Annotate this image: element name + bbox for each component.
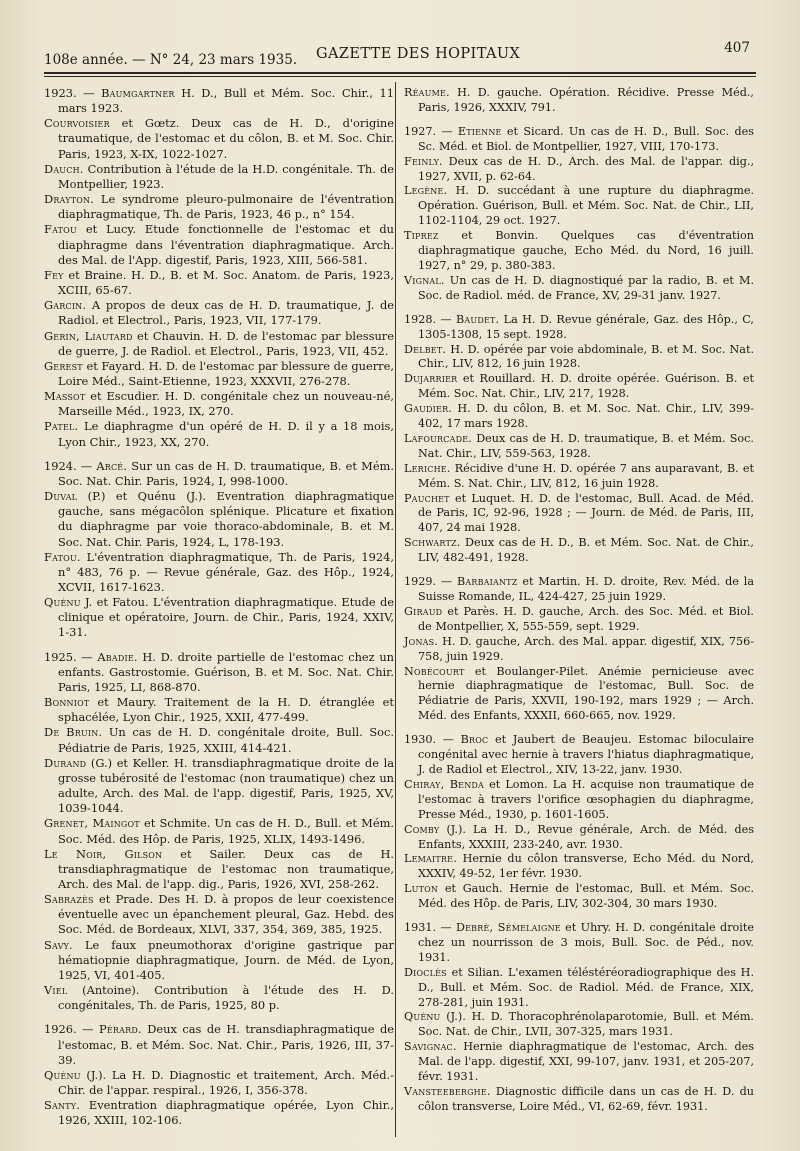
entry-text: Diagnostic difficile dans un cas de H. D. du côlon transverse, Loire Méd., VI, 62-69, févr. 1931. bbox=[418, 1085, 754, 1113]
bibliography-entry bbox=[404, 605, 754, 635]
entry-author: Vignal. bbox=[404, 273, 445, 287]
entry-year: 1931. bbox=[404, 921, 437, 935]
entry-text: Un cas de H. D. diagnostiqué par la radio, B. et M. Soc. de Radiol. méd. de France, XV, 29-31 janv. 1927. bbox=[418, 273, 754, 302]
entry-author: Patel. bbox=[44, 419, 79, 434]
entry-author: Massot bbox=[44, 389, 86, 404]
bibliography-entry bbox=[44, 1098, 394, 1128]
bibliography-entry bbox=[44, 359, 394, 389]
bibliography-entry bbox=[44, 983, 394, 1013]
bibliography-entry bbox=[44, 116, 394, 161]
bibliography-entry bbox=[44, 298, 394, 328]
entry-author: Delbet. bbox=[404, 342, 447, 356]
entry-author: Fatou. bbox=[44, 549, 81, 564]
entry-author: Vansteeberghe. bbox=[404, 1085, 491, 1098]
entry-text: A propos de deux cas de H. D. traumatique, J. de Radiol. et Electrol., Paris, 1923, VII, 177-179. bbox=[58, 298, 394, 328]
bibliography-entry bbox=[404, 778, 754, 823]
bibliography-entry bbox=[404, 492, 754, 537]
journal-title: GAZETTE DES HOPITAUX bbox=[316, 46, 521, 62]
bibliography-entry bbox=[44, 725, 394, 755]
entry-author: Tiprez bbox=[404, 229, 439, 243]
entry-text: Hernie diaphragmatique de l'estomac, Arch. des Mal. de l'app. digestif, XXI, 99-107, janv. 1931, et 205-207, févr. 1931. bbox=[418, 1040, 754, 1084]
entry-text: Un cas de H. D. congénitale droite, Bull. Soc. Pédiatrie de Paris, 1925, XXIII, 414-421. bbox=[58, 725, 395, 755]
entry-text: Sur un cas de H. D. traumatique, B. et Mém. Soc. Nat. Chir. Paris, 1924, I, 998-1000. bbox=[58, 458, 394, 488]
entry-text: Le syndrome pleuro-pulmonaire de l'éventration diaphragmatique, Th. de Paris, 1923, 46 p., n° 154. bbox=[58, 192, 394, 222]
entry-text: Deux cas de H. transdiaphragmatique de l'estomac, B. et Mém. Soc. Nat. Chir., Paris, 1926, III, 37-39. bbox=[58, 1022, 394, 1067]
bibliography-entry bbox=[44, 938, 394, 983]
entry-author: Savignac. bbox=[404, 1040, 457, 1054]
entry-author: Chiray, Benda bbox=[404, 777, 484, 791]
entry-author: De Bruin. bbox=[44, 725, 103, 740]
entry-text: et Gœtz. Deux cas de H. D., d'origine traumatique, de l'estomac et du côlon, B. et M. Soc. Chir. Paris, 1923, X-IX, 1022-1027. bbox=[58, 116, 394, 161]
bibliography-entry: 1928. — Baudet. La H. D. Revue générale, Gaz. des Hôp., C, 1305-1308, 15 sept. 1928. bbox=[404, 312, 754, 341]
entry-author: Pérard. bbox=[98, 1022, 142, 1037]
entry-author: Baudet. bbox=[456, 312, 500, 326]
entry-year: 1929. bbox=[404, 575, 437, 589]
entry-text: Hernie du côlon transverse, Echo Méd. du Nord, XXXIV, 49-52, 1er févr. 1930. bbox=[418, 852, 754, 881]
entry-author: Savy. bbox=[44, 937, 73, 952]
bibliography-entry bbox=[404, 184, 754, 229]
entry-author: Sabrazès bbox=[44, 892, 94, 907]
bibliography-entry bbox=[44, 419, 394, 449]
entry-text: et Parès. H. D. gauche, Arch. des Soc. Méd. et Biol. de Montpellier, X, 555-559, sept. 1929. bbox=[418, 604, 754, 633]
entry-text: Deux cas de H. D. traumatique, B. et Mém. Soc. Nat. Chir., LIV, 559-563, 1928. bbox=[418, 431, 754, 460]
entry-author: Barbaiantz bbox=[456, 575, 518, 589]
bibliography-entry bbox=[404, 966, 754, 1011]
bibliography-entry bbox=[404, 432, 754, 462]
bibliography-entry bbox=[404, 462, 754, 492]
entry-author: Viel bbox=[44, 983, 68, 998]
entry-text: La H. D. Revue générale, Gaz. des Hôp., C, 1305-1308, 15 sept. 1928. bbox=[418, 312, 754, 341]
entry-author: Debré, Sémelaigne bbox=[455, 921, 561, 935]
entry-author: Schwartz. bbox=[404, 536, 461, 550]
entry-author: Grenet, Maingot bbox=[44, 816, 140, 831]
bibliography-entry bbox=[44, 695, 394, 725]
bibliography-entry bbox=[44, 892, 394, 937]
bibliography-entry bbox=[44, 595, 394, 640]
entry-author: Réaume. bbox=[404, 86, 450, 99]
entry-text: et Rouillard. H. D. droite opérée. Guérison. B. et Mém. Soc. Nat. Chir., LIV, 217, 1928. bbox=[418, 372, 754, 401]
entry-text: Le diaphragme d'un opéré de H. D. il y a 18 mois, Lyon Chir., 1923, XX, 270. bbox=[58, 419, 394, 449]
entry-text: et Schmite. Un cas de H. D., Bull. et Mém. Soc. Méd. des Hôp. de Paris, 1925, XLIX, 1493-1496. bbox=[58, 816, 395, 846]
entry-author: Quénu bbox=[44, 595, 81, 610]
bibliography-entry bbox=[44, 550, 394, 595]
entry-author: Feinly. bbox=[404, 154, 443, 168]
bibliography-entry bbox=[44, 756, 394, 817]
entry-author: Comby bbox=[404, 822, 440, 836]
bibliography-entry bbox=[44, 329, 394, 359]
column-divider bbox=[395, 82, 396, 1137]
entry-text: (J.). H. D. Thoracophrénolaparotomie, Bull. et Mém. Soc. Nat. de Chir., LVII, 307-325, mars 1931. bbox=[418, 1010, 754, 1039]
entry-text: H. D. du côlon, B. et M. Soc. Nat. Chir., LIV, 399-402, 17 mars 1928. bbox=[418, 402, 754, 431]
entry-text: J. et Fatou. L'éventration diaphragmatique. Etude de clinique et opératoire, Journ. de Chir., Paris, 1924, XXIV, 1-31. bbox=[58, 595, 394, 640]
entry-author: Lemaitre. bbox=[404, 852, 457, 866]
entry-text: Deux cas de H. D., Arch. des Mal. de l'appar. dig., 1927, XVII, p. 62-64. bbox=[418, 154, 754, 183]
bibliography-entry bbox=[44, 222, 394, 267]
entry-text: et Escudier. H. D. congénitale chez un nouveau-né, Marseille Méd., 1923, IX, 270. bbox=[58, 389, 394, 419]
entry-author: Durand bbox=[44, 755, 87, 770]
entry-author: Luton bbox=[404, 882, 439, 896]
entry-text: Récidive d'une H. D. opérée 7 ans auparavant, B. et Mém. S. Nat. Chir., LIV, 812, 16 juin 1928. bbox=[418, 461, 754, 490]
entry-author: Baumgartner bbox=[101, 86, 175, 100]
bibliography-entry bbox=[404, 229, 754, 274]
entry-author: Gerin, Liautard bbox=[44, 328, 133, 343]
bibliography-entry: 1931. — Debré, Sémelaigne et Uhry. H. D. congénitale droite chez un nourrisson de 3 mois, Bull. Soc. de Péd., nov. 1931. bbox=[404, 921, 754, 964]
bibliography-entry bbox=[404, 372, 754, 402]
entry-text: et Jaubert de Beaujeu. Estomac biloculaire congénital avec hernie à travers l'hiatus diaphragmatique, J. de Radiol et Electrol., XIV, 13-22, janv. 1930. bbox=[418, 733, 754, 776]
entry-author: Santy. bbox=[44, 1098, 81, 1113]
entry-author: Dujarrier bbox=[404, 372, 458, 386]
bibliography-entry bbox=[44, 389, 394, 419]
issue-info: 108e année. — N° 24, 23 mars 1935. bbox=[44, 52, 298, 68]
bibliography-entry bbox=[404, 1085, 754, 1115]
page-header bbox=[44, 40, 756, 70]
entry-author: Le Noir, Gilson bbox=[44, 846, 163, 861]
bibliography-entry bbox=[44, 162, 394, 192]
left-column bbox=[44, 86, 394, 1128]
entry-year: 1924. bbox=[44, 458, 77, 473]
bibliography-entry: 1925. — Abadie. H. D. droite partielle de l'estomac chez un enfants. Gastrostomie. Guérison, B. et M. Soc. Nat. Chir. Paris, 1925, LI, 868-870. bbox=[44, 649, 394, 694]
entry-text: L'éventration diaphragmatique, Th. de Paris, 1924, n° 483, 76 p. — Revue générale, Gaz. des Hôp., 1924, XCVII, 1617-1623. bbox=[58, 549, 394, 594]
entry-text: H. D. gauche, Arch. des Mal. appar. digestif, XIX, 756-758, juin 1929. bbox=[418, 634, 754, 663]
bibliography-entry bbox=[404, 86, 754, 116]
entry-year: 1927. bbox=[404, 124, 437, 138]
entry-year: 1930. bbox=[404, 733, 437, 747]
bibliography-entry bbox=[44, 816, 394, 846]
entry-text: Le faux pneumothorax d'origine gastrique par hématiopnie diaphragmatique, Journ. de Méd. de Lyon, 1925, VI, 401-405. bbox=[58, 937, 394, 982]
entry-text: et Uhry. H. D. congénitale droite chez un nourrisson de 3 mois, Bull. Soc. de Péd., nov. 1931. bbox=[418, 921, 754, 964]
entry-text: et Prade. Des H. D. à propos de leur coexistence éventuelle avec un épanchement pleural, Gaz. Hebd. des Soc. Méd. de Bordeaux, XLVI, 337, 354, 369, 385, 1925. bbox=[58, 892, 394, 937]
page-number: 407 bbox=[724, 40, 750, 56]
bibliography-entry bbox=[404, 402, 754, 432]
entry-text: et Gauch. Hernie de l'estomac, Bull. et Mém. Soc. Méd. des Hôp. de Paris, LIV, 302-304, 30 mars 1930. bbox=[418, 882, 754, 911]
entry-text: H. D. droite partielle de l'estomac chez un enfants. Gastrostomie. Guérison, B. et M. Soc. Nat. Chir. Paris, 1925, LI, 868-870. bbox=[58, 649, 394, 694]
bibliography-entry bbox=[404, 882, 754, 912]
right-column bbox=[404, 86, 754, 1115]
entry-text: (Antoine). Contribution à l'étude des H. D. congénitales, Th. de Paris, 1925, 80 p. bbox=[58, 983, 394, 1013]
bibliography-entry bbox=[404, 343, 754, 373]
entry-text: et Sailer. Deux cas de H. transdiaphragmatique de l'estomac non traumatique, Arch. des Mal. de l'app. dig., Paris, 1926, XVI, 258-262. bbox=[58, 846, 394, 891]
entry-author: Jonas. bbox=[404, 634, 439, 648]
bibliography-entry: 1924. — Arcé. Sur un cas de H. D. traumatique, B. et Mém. Soc. Nat. Chir. Paris, 1924, I, 998-1000. bbox=[44, 458, 394, 488]
entry-text: et Sicard. Un cas de H. D., Bull. Soc. des Sc. Méd. et Biol. de Montpellier, 1927, VIII, 170-173. bbox=[418, 124, 754, 153]
entry-author: Duval bbox=[44, 489, 78, 504]
entry-text: et Luquet. H. D. de l'estomac, Bull. Acad. de Méd. de Paris, IC, 92-96, 1928 ; — Journ. de Méd. de Paris, III, 407, 24 mai 1928. bbox=[418, 491, 754, 535]
entry-author: Abadie. bbox=[97, 649, 138, 664]
entry-text: Eventration diaphragmatique opérée, Lyon Chir., 1926, XXIII, 102-106. bbox=[58, 1098, 394, 1128]
entry-author: Lafourcade. bbox=[404, 431, 472, 445]
entry-text: et Silian. L'examen téléstéréoradiographique des H. D., Bull. et Mém. Soc. de Radiol. Méd. de France, XIX, 278-281, juin 1931. bbox=[418, 965, 754, 1009]
entry-year: 1928. bbox=[404, 312, 437, 326]
bibliography-entry bbox=[404, 1040, 754, 1085]
entry-author: Giraud bbox=[404, 604, 443, 618]
entry-author: Arcé. bbox=[96, 458, 128, 473]
entry-author: Fey bbox=[44, 267, 64, 282]
entry-author: Leriche. bbox=[404, 461, 451, 475]
entry-year: 1926. bbox=[44, 1022, 77, 1037]
entry-text: et Boulanger-Pilet. Anémie pernicieuse avec hernie diaphragmatique de l'estomac, Bull. Soc. de Pédiatrie de Paris, XXVII, 190-192, mars 1929 ; — Arch. Méd. des Enfants, XXXII, 660-665, nov. 1929. bbox=[418, 664, 754, 723]
entry-text: et Martin. H. D. droite, Rev. Méd. de la Suisse Romande, IL, 424-427, 25 juin 1929. bbox=[418, 575, 754, 603]
entry-author: Gerest bbox=[44, 358, 83, 373]
bibliography-entry bbox=[44, 847, 394, 892]
bibliography-entry bbox=[44, 268, 394, 298]
bibliography-entry bbox=[44, 489, 394, 550]
bibliography-entry: 1926. — Pérard. Deux cas de H. transdiaphragmatique de l'estomac, B. et Mém. Soc. Nat. Chir., Paris, 1926, III, 37-39. bbox=[44, 1022, 394, 1067]
bibliography-entry bbox=[404, 274, 754, 304]
entry-text: (J.). La H. D., Revue générale, Arch. de Méd. des Enfants, XXXIII, 233-240, avr. 1930. bbox=[418, 822, 754, 851]
bibliography-entry: 1930. — Broc et Jaubert de Beaujeu. Estomac biloculaire congénital avec hernie à travers l'hiatus diaphragmatique, J. de Radiol et Electrol., XIV, 13-22, janv. 1930. bbox=[404, 733, 754, 776]
entry-text: et Fayard. H. D. de l'estomac par blessure de guerre, Loire Méd., Saint-Etienne, 1923, XXXVII, 276-278. bbox=[58, 358, 394, 388]
entry-author: Pauchet bbox=[404, 491, 450, 505]
entry-author: Courvoisier bbox=[44, 116, 110, 131]
bibliography-entry: 1929. — Barbaiantz et Martin. H. D. droite, Rev. Méd. de la Suisse Romande, IL, 424-427, 25 juin 1929. bbox=[404, 575, 754, 603]
entry-text: et Maury. Traitement de la H. D. étranglée et sphacélée, Lyon Chir., 1925, XXII, 477-499. bbox=[58, 695, 394, 725]
bibliography-entry bbox=[404, 823, 754, 853]
header-rule-thin bbox=[44, 76, 756, 77]
bibliography-entry bbox=[404, 155, 754, 185]
entry-text: H. D. gauche. Opération. Récidive. Presse Méd., Paris, 1926, XXXIV, 791. bbox=[418, 86, 754, 114]
bibliography-entry: 1927. — Etienne et Sicard. Un cas de H. D., Bull. Soc. des Sc. Méd. et Biol. de Montpellier, 1927, VIII, 170-173. bbox=[404, 124, 754, 153]
entry-text: et Lomon. La H. acquise non traumatique de l'estomac à travers l'orifice œsophagien du diaphragme, Presse Méd., 1930, p. 1601-1605. bbox=[418, 777, 755, 821]
entry-author: Legène. bbox=[404, 184, 448, 198]
entry-author: Bonniot bbox=[44, 695, 90, 710]
entry-author: Etienne bbox=[457, 124, 502, 138]
entry-text: H. D. succédant à une rupture du diaphragme. Opération. Guérison, Bull. et Mém. Soc. Nat. de Chir., LII, 1102-1104, 29 oct. 1927. bbox=[418, 184, 754, 228]
entry-author: Nobécourt bbox=[404, 664, 465, 678]
entry-text: (G.) et Keller. H. transdiaphragmatique droite de la grosse tubérosité de l'estomac (non traumatique) chez un adulte, Arch. des Mal. de l'app. digestif, Paris, 1925, XV, 1039-1044. bbox=[58, 755, 394, 816]
entry-author: Gaudier. bbox=[404, 402, 453, 416]
entry-year: 1923. bbox=[44, 86, 77, 100]
entry-author: Quénu bbox=[44, 1067, 81, 1082]
bibliography-entry bbox=[404, 536, 754, 566]
entry-author: Drayton. bbox=[44, 192, 95, 207]
entry-author: Broc bbox=[460, 733, 489, 747]
bibliography-entry bbox=[44, 192, 394, 222]
bibliography-entry bbox=[44, 1068, 394, 1098]
entry-text: (J.). La H. D. Diagnostic et traitement, Arch. Méd.-Chir. de l'appar. respiral., 1926, I, 356-378. bbox=[58, 1067, 394, 1097]
entry-author: Dauch. bbox=[44, 161, 84, 176]
entry-author: Fatou bbox=[44, 222, 77, 237]
bibliography-entry bbox=[404, 665, 754, 725]
entry-text: et Lucy. Etude fonctionnelle de l'estomac et du diaphragme dans l'éventration diaphragmatique. Arch. des Mal. de l'App. digestif, Paris, 1923, XIII, 566-581. bbox=[58, 222, 394, 267]
header-rule-thick bbox=[44, 72, 756, 74]
bibliography-entry bbox=[404, 1010, 754, 1040]
entry-text: (P.) et Quénu (J.). Eventration diaphragmatique gauche, sans mégacôlon splénique. Plicature et fixation du diaphragme par voie thoraco-abdominale, B. et M. Soc. Nat. Chir. Paris, 1924, L, 178-193. bbox=[58, 489, 394, 549]
entry-author: Dioclès bbox=[404, 965, 447, 979]
entry-text: H. D. opérée par voie abdominale, B. et M. Soc. Nat. Chir., LIV, 812, 16 juin 1928. bbox=[418, 342, 754, 371]
entry-text: et Chauvin. H. D. de l'estomac par blessure de guerre, J. de Radiol. et Electrol., Paris, 1923, VII, 452. bbox=[58, 328, 394, 358]
bibliography-entry: 1923. — Baumgartner H. D., Bull et Mém. Soc. Chir., 11 mars 1923. bbox=[44, 86, 394, 116]
entry-text: H. D., Bull et Mém. Soc. Chir., 11 mars 1923. bbox=[58, 86, 394, 116]
entry-year: 1925. bbox=[44, 649, 77, 664]
entry-author: Garcin. bbox=[44, 298, 87, 313]
bibliography-entry bbox=[404, 852, 754, 882]
entry-text: et Bonvin. Quelques cas d'éventration diaphragmatique gauche, Echo Méd. du Nord, 16 juill. 1927, n° 29, p. 380-383. bbox=[418, 229, 754, 272]
entry-text: et Braine. H. D., B. et M. Soc. Anatom. de Paris, 1923, XCIII, 65-67. bbox=[58, 267, 394, 298]
bibliography-entry bbox=[404, 635, 754, 665]
entry-text: Deux cas de H. D., B. et Mém. Soc. Nat. de Chir., LIV, 482-491, 1928. bbox=[418, 536, 754, 565]
entry-text: Contribution à l'étude de la H.D. congénitale. Th. de Montpellier, 1923. bbox=[58, 161, 394, 191]
entry-author: Quénu bbox=[404, 1010, 441, 1024]
